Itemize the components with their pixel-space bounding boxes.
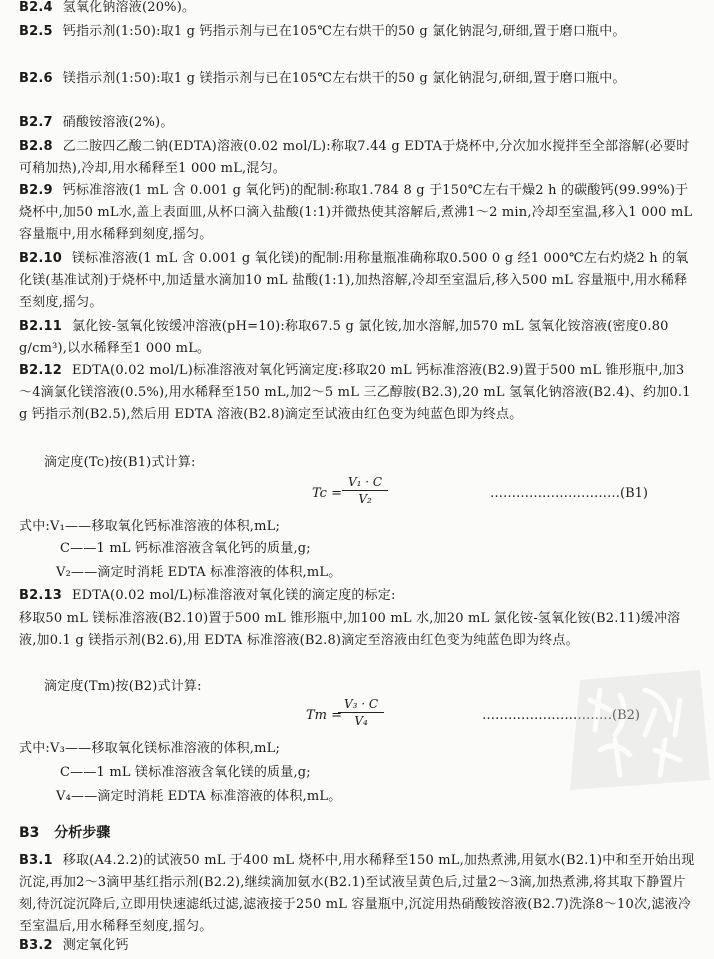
clause-b2-12 — [19, 360, 695, 426]
equation-b2-numerator: V₃ · C — [338, 697, 384, 713]
clause-b2-11 — [19, 316, 695, 360]
clause-label: B2.4 — [19, 0, 53, 15]
where-b2-v4: V₄——滴定时消耗 EDTA 标准溶液的体积,mL。 — [56, 789, 342, 804]
calc-intro-b2: 滴定度(Tm)按(B2)式计算: — [44, 679, 202, 694]
clause-text: 测定氧化钙 — [62, 938, 129, 953]
clause-text: 乙二胺四乙酸二钠(EDTA)溶液(0.02 mol/L):称取7.44 g EDTA于烧杯中,分次加水搅拌至全部溶解(必要时可稍加热),冷却,用水稀释至1 000 mL,混匀。 — [19, 139, 690, 176]
clause-label: B2.11 — [19, 319, 62, 334]
clause-label: B2.12 — [19, 363, 62, 378]
clause-text: 钙指示剂(1:50):取1 g 钙指示剂与已在105℃左右烘干的50 g 氯化钠混匀,研细,置于磨口瓶中。 — [62, 24, 626, 39]
equation-b1-lhs: Tc = — [312, 486, 342, 501]
where-b2-v3: 式中:V₃——移取氧化镁标准溶液的体积,mL; — [19, 741, 281, 756]
clause-label: B3.2 — [19, 938, 53, 953]
where-b2-c: C——1 mL 镁标准溶液含氧化镁的质量,g; — [60, 765, 311, 780]
clause-label: B2.7 — [19, 115, 53, 130]
clause-text: 移取(A4.2.2)的试液50 mL 于400 mL 烧杯中,用水稀释至150 mL,加热煮沸,用氨水(B2.1)中和至开始出现沉淀,再加2～3滴甲基红指示剂(B2.2),继续滴加氨水(B2.1)至试液呈黄色后,过量2～3滴,加热煮沸,将其取下静置片刻,待沉淀沉降后,立即用快速滤纸过滤,滤液接于250 mL 容量瓶中,沉淀用热硝酸铵溶液(B2.7)洗涤8～10次,滤液冷至室温后,用水稀释至刻度,摇匀。 — [19, 853, 695, 934]
clause-label: B3.1 — [19, 853, 53, 868]
watermark-seal-icon — [560, 670, 710, 790]
clause-b2-9 — [19, 180, 695, 246]
clause-text: 氯化铵-氢氧化铵缓冲溶液(pH=10):称取67.5 g 氯化铵,加水溶解,加570 mL 氢氧化铵溶液(密度0.80 g/cm³),以水稀释至1 000 mL。 — [19, 319, 669, 356]
clause-label: B2.6 — [19, 71, 53, 86]
clause-b2-5 — [19, 21, 695, 43]
clause-b3-1 — [19, 850, 695, 938]
section-title: 分析步骤 — [54, 825, 111, 841]
where-b1-v1: 式中:V₁——移取氧化钙标准溶液的体积,mL; — [19, 519, 281, 534]
clause-label: B2.5 — [19, 24, 53, 39]
equation-b1-numerator: V₁ · C — [342, 475, 388, 491]
section-heading-b3 — [19, 822, 110, 842]
equation-b1-fraction — [342, 475, 388, 506]
clause-b2-6 — [19, 68, 695, 90]
equation-b1-number: …………………………(B1) — [490, 486, 648, 501]
equation-b2-lhs: Tm = — [306, 708, 343, 723]
where-b1-v2: V₂——滴定时消耗 EDTA 标准溶液的体积,mL。 — [56, 565, 342, 580]
equation-b2-number: …………………………(B2) — [482, 708, 640, 723]
clause-label: B2.9 — [19, 183, 53, 198]
clause-b2-8 — [19, 136, 695, 180]
clause-text: 硝酸铵溶液(2%)。 — [62, 115, 174, 130]
equation-b2-fraction — [338, 697, 384, 728]
clause-text: 镁指示剂(1:50):取1 g 镁指示剂与已在105℃左右烘干的50 g 氯化钠混匀,研细,置于磨口瓶中。 — [62, 71, 626, 86]
clause-b2-13-body: 移取50 mL 镁标准溶液(B2.10)置于500 mL 锥形瓶中,加100 mL 水,加20 mL 氯化铵-氢氧化铵(B2.11)缓冲溶液,加0.1 g 镁指示剂(B2.6),用 EDTA 标准溶液(B2.8)滴定至溶液由红色变为纯蓝色即为终点。 — [19, 611, 681, 648]
clause-b2-7 — [19, 112, 695, 134]
clause-text: EDTA(0.02 mol/L)标准溶液对氧化钙滴定度:移取20 mL 钙标准溶液(B2.9)置于500 mL 锥形瓶中,加3～4滴氯化镁溶液(0.5%),用水稀释至150 mL,加2～5 mL 三乙醇胺(B2.3),20 mL 氢氧化钠溶液(B2.4)、约加0.1 g 钙指示剂(B2.5),然后用 EDTA 溶液(B2.8)滴定至试液由红色变为纯蓝色即为终点。 — [19, 363, 691, 422]
clause-b2-4 — [19, 0, 695, 19]
clause-text: EDTA(0.02 mol/L)标准溶液对氧化镁的滴定度的标定: — [71, 588, 396, 603]
clause-label: B2.8 — [19, 139, 53, 154]
calc-intro-b1: 滴定度(Tc)按(B1)式计算: — [44, 455, 196, 470]
clause-label: B2.13 — [19, 588, 62, 603]
equation-b2-denominator: V₄ — [354, 714, 368, 728]
clause-b2-13 — [19, 585, 695, 607]
clause-label: B2.10 — [19, 251, 62, 266]
clause-text: 镁标准溶液(1 mL 含 0.001 g 氧化镁)的配制:用称量瓶准确称取0.500 0 g 经1 000℃左右灼烧2 h 的氧化镁(基准试剂)于烧杯中,加适量水滴加10 mL 盐酸(1:1),加热溶解,冷却至室温后,移入500 mL 容量瓶中,用水稀释至刻度,摇匀。 — [19, 251, 689, 310]
clause-b3-2 — [19, 935, 695, 957]
section-label: B3 — [19, 825, 40, 841]
clause-text: 氢氧化钠溶液(20%)。 — [62, 0, 196, 15]
clause-text: 钙标准溶液(1 mL 含 0.001 g 氧化钙)的配制:称取1.784 8 g 于150℃左右干燥2 h 的碳酸钙(99.99%)于烧杯中,加50 mL水,盖上表面皿,从杯口滴入盐酸(1:1)并微热使其溶解后,煮沸1～2 min,冷却至室温,移入1 000 mL 容量瓶中,用水稀释到刻度,摇匀。 — [19, 183, 693, 242]
where-b1-c: C——1 mL 钙标准溶液含氧化钙的质量,g; — [60, 541, 311, 556]
clause-b2-10 — [19, 248, 695, 314]
equation-b1-denominator: V₂ — [358, 492, 372, 506]
